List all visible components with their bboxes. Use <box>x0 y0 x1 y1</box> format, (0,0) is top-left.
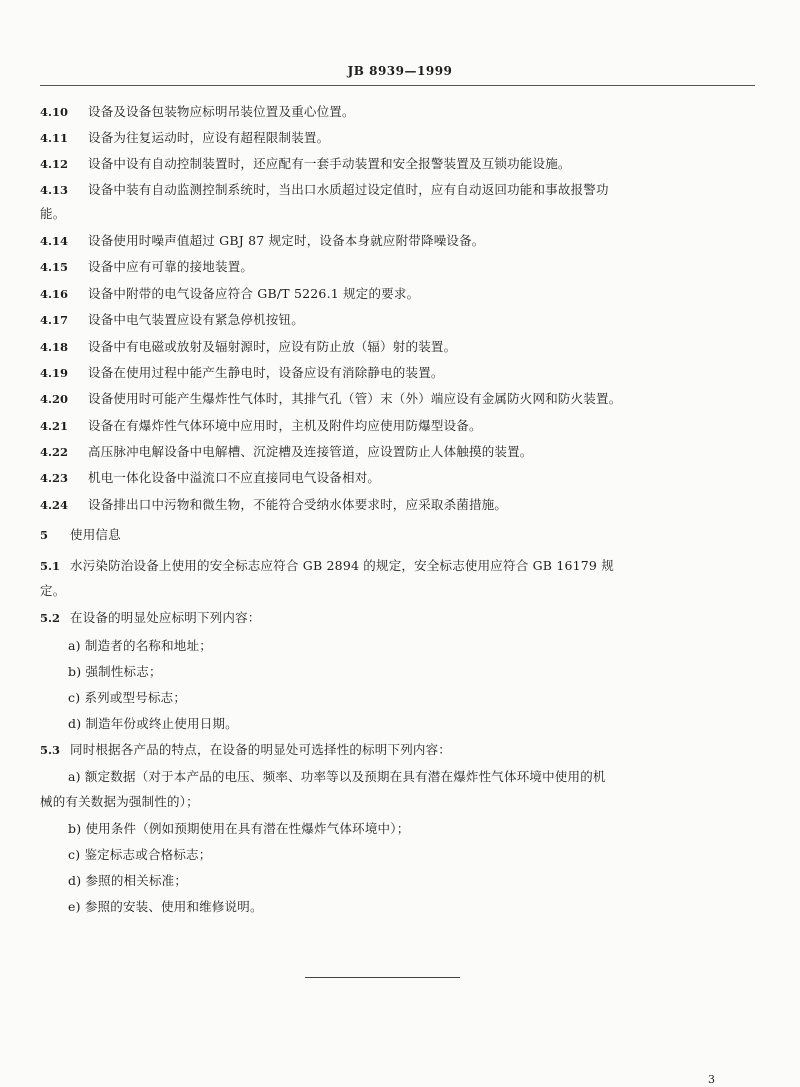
clause-text: 设备中附带的电气设备应符合 GB/T 5226.1 规定的要求。 <box>88 286 420 301</box>
clause-text: 设备排出口中污物和微生物，不能符合受纳水体要求时，应采取杀菌措施。 <box>88 497 508 512</box>
clause-number: 5.1 <box>40 559 61 573</box>
clause-4-17 <box>40 312 730 328</box>
clause-5-3 <box>40 742 730 758</box>
clause-number: 4.13 <box>40 183 69 197</box>
clause-text: 水污染防治设备上使用的安全标志应符合 GB 2894 的规定，安全标志使用应符合 GB 16179 规 <box>70 558 614 573</box>
clause-4-11 <box>40 130 730 146</box>
list-item: b) 强制性标志； <box>68 664 162 679</box>
clause-number: 4.12 <box>40 157 69 171</box>
list-item: a) 制造者的名称和地址； <box>68 638 212 653</box>
clause-4-13-continuation <box>40 206 730 222</box>
page-number: 3 <box>708 1073 715 1086</box>
list-item: c) 鉴定标志或合格标志； <box>68 847 212 862</box>
section-5-heading <box>40 527 730 543</box>
clause-number: 4.10 <box>40 105 69 119</box>
header-divider <box>40 85 755 86</box>
clause-text: 设备中装有自动监测控制系统时，当出口水质超过设定值时，应有自动返回功能和事故报警功 <box>88 182 609 197</box>
clause-4-19 <box>40 365 730 381</box>
clause-number: 4.24 <box>40 498 69 512</box>
list-item: a) 额定数据（对于本产品的电压、频率、功率等以及预期在具有潜在爆炸性气体环境中使用的机 <box>68 769 606 784</box>
clause-4-10 <box>40 104 730 120</box>
list-item: b) 使用条件（例如预期使用在具有潜在性爆炸气体环境中）； <box>68 821 410 836</box>
clause-number: 4.16 <box>40 287 69 301</box>
clause-number: 4.21 <box>40 419 69 433</box>
list-item: c) 系列或型号标志； <box>68 690 187 705</box>
clause-number: 4.22 <box>40 445 69 459</box>
clause-text: 设备使用时可能产生爆炸性气体时，其排气孔（管）末（外）端应设有金属防火网和防火装置。 <box>88 391 622 406</box>
clause-4-20 <box>40 391 730 407</box>
clause-4-12 <box>40 156 730 172</box>
end-of-text-rule <box>305 977 460 978</box>
clause-text: 设备中有电磁或放射及辐射源时，应设有防止放（辐）射的装置。 <box>88 339 457 354</box>
clause-4-13 <box>40 182 730 198</box>
clause-4-18 <box>40 339 730 355</box>
clause-4-23 <box>40 470 730 486</box>
clause-text: 设备中电气装置应设有紧急停机按钮。 <box>88 312 304 327</box>
clause-text: 在设备的明显处应标明下列内容： <box>70 610 261 625</box>
clause-4-14 <box>40 233 730 249</box>
section-number: 5 <box>40 528 49 542</box>
clause-number: 4.19 <box>40 366 69 380</box>
clause-5-1-continuation <box>40 583 730 599</box>
clause-text: 设备使用时噪声值超过 GBJ 87 规定时，设备本身就应附带降噪设备。 <box>88 233 485 248</box>
clause-text: 设备在使用过程中能产生静电时，设备应设有消除静电的装置。 <box>88 365 444 380</box>
clause-text: 同时根据各产品的特点，在设备的明显处可选择性的标明下列内容： <box>70 742 452 757</box>
clause-text-continuation: 能。 <box>40 206 66 221</box>
list-item: d) 参照的相关标准； <box>68 873 188 888</box>
clause-number: 4.18 <box>40 340 69 354</box>
list-item: d) 制造年份或终止使用日期。 <box>68 716 238 731</box>
list-item: e) 参照的安装、使用和维修说明。 <box>68 899 263 914</box>
clause-number: 5.2 <box>40 611 61 625</box>
clause-text-continuation: 定。 <box>40 583 66 598</box>
clause-5-2 <box>40 610 730 626</box>
clause-4-21 <box>40 418 730 434</box>
section-title: 使用信息 <box>70 527 121 542</box>
clause-text: 设备为往复运动时，应设有超程限制装置。 <box>88 130 330 145</box>
clause-number: 4.20 <box>40 392 69 406</box>
clause-4-16 <box>40 286 730 302</box>
clause-number: 4.17 <box>40 313 69 327</box>
clause-4-15 <box>40 259 730 275</box>
clause-4-24 <box>40 497 730 513</box>
clause-number: 5.3 <box>40 743 61 757</box>
list-item-continuation: 械的有关数据为强制性的）； <box>40 794 199 809</box>
clause-text: 设备及设备包装物应标明吊装位置及重心位置。 <box>88 104 355 119</box>
clause-4-22 <box>40 444 730 460</box>
clause-text: 机电一体化设备中溢流口不应直接同电气设备相对。 <box>88 470 381 485</box>
clause-number: 4.15 <box>40 260 69 274</box>
clause-number: 4.11 <box>40 131 69 145</box>
clause-number: 4.14 <box>40 234 69 248</box>
clause-5-1 <box>40 558 730 574</box>
clause-text: 设备中应有可靠的接地装置。 <box>88 259 254 274</box>
clause-text: 设备中设有自动控制装置时，还应配有一套手动装置和安全报警装置及互锁功能设施。 <box>88 156 571 171</box>
clause-text: 设备在有爆炸性气体环境中应用时，主机及附件均应使用防爆型设备。 <box>88 418 482 433</box>
clause-number: 4.23 <box>40 471 69 485</box>
clause-text: 高压脉冲电解设备中电解槽、沉淀槽及连接管道，应设置防止人体触摸的装置。 <box>88 444 533 459</box>
standard-code-header: JB 8939—1999 <box>347 64 453 78</box>
